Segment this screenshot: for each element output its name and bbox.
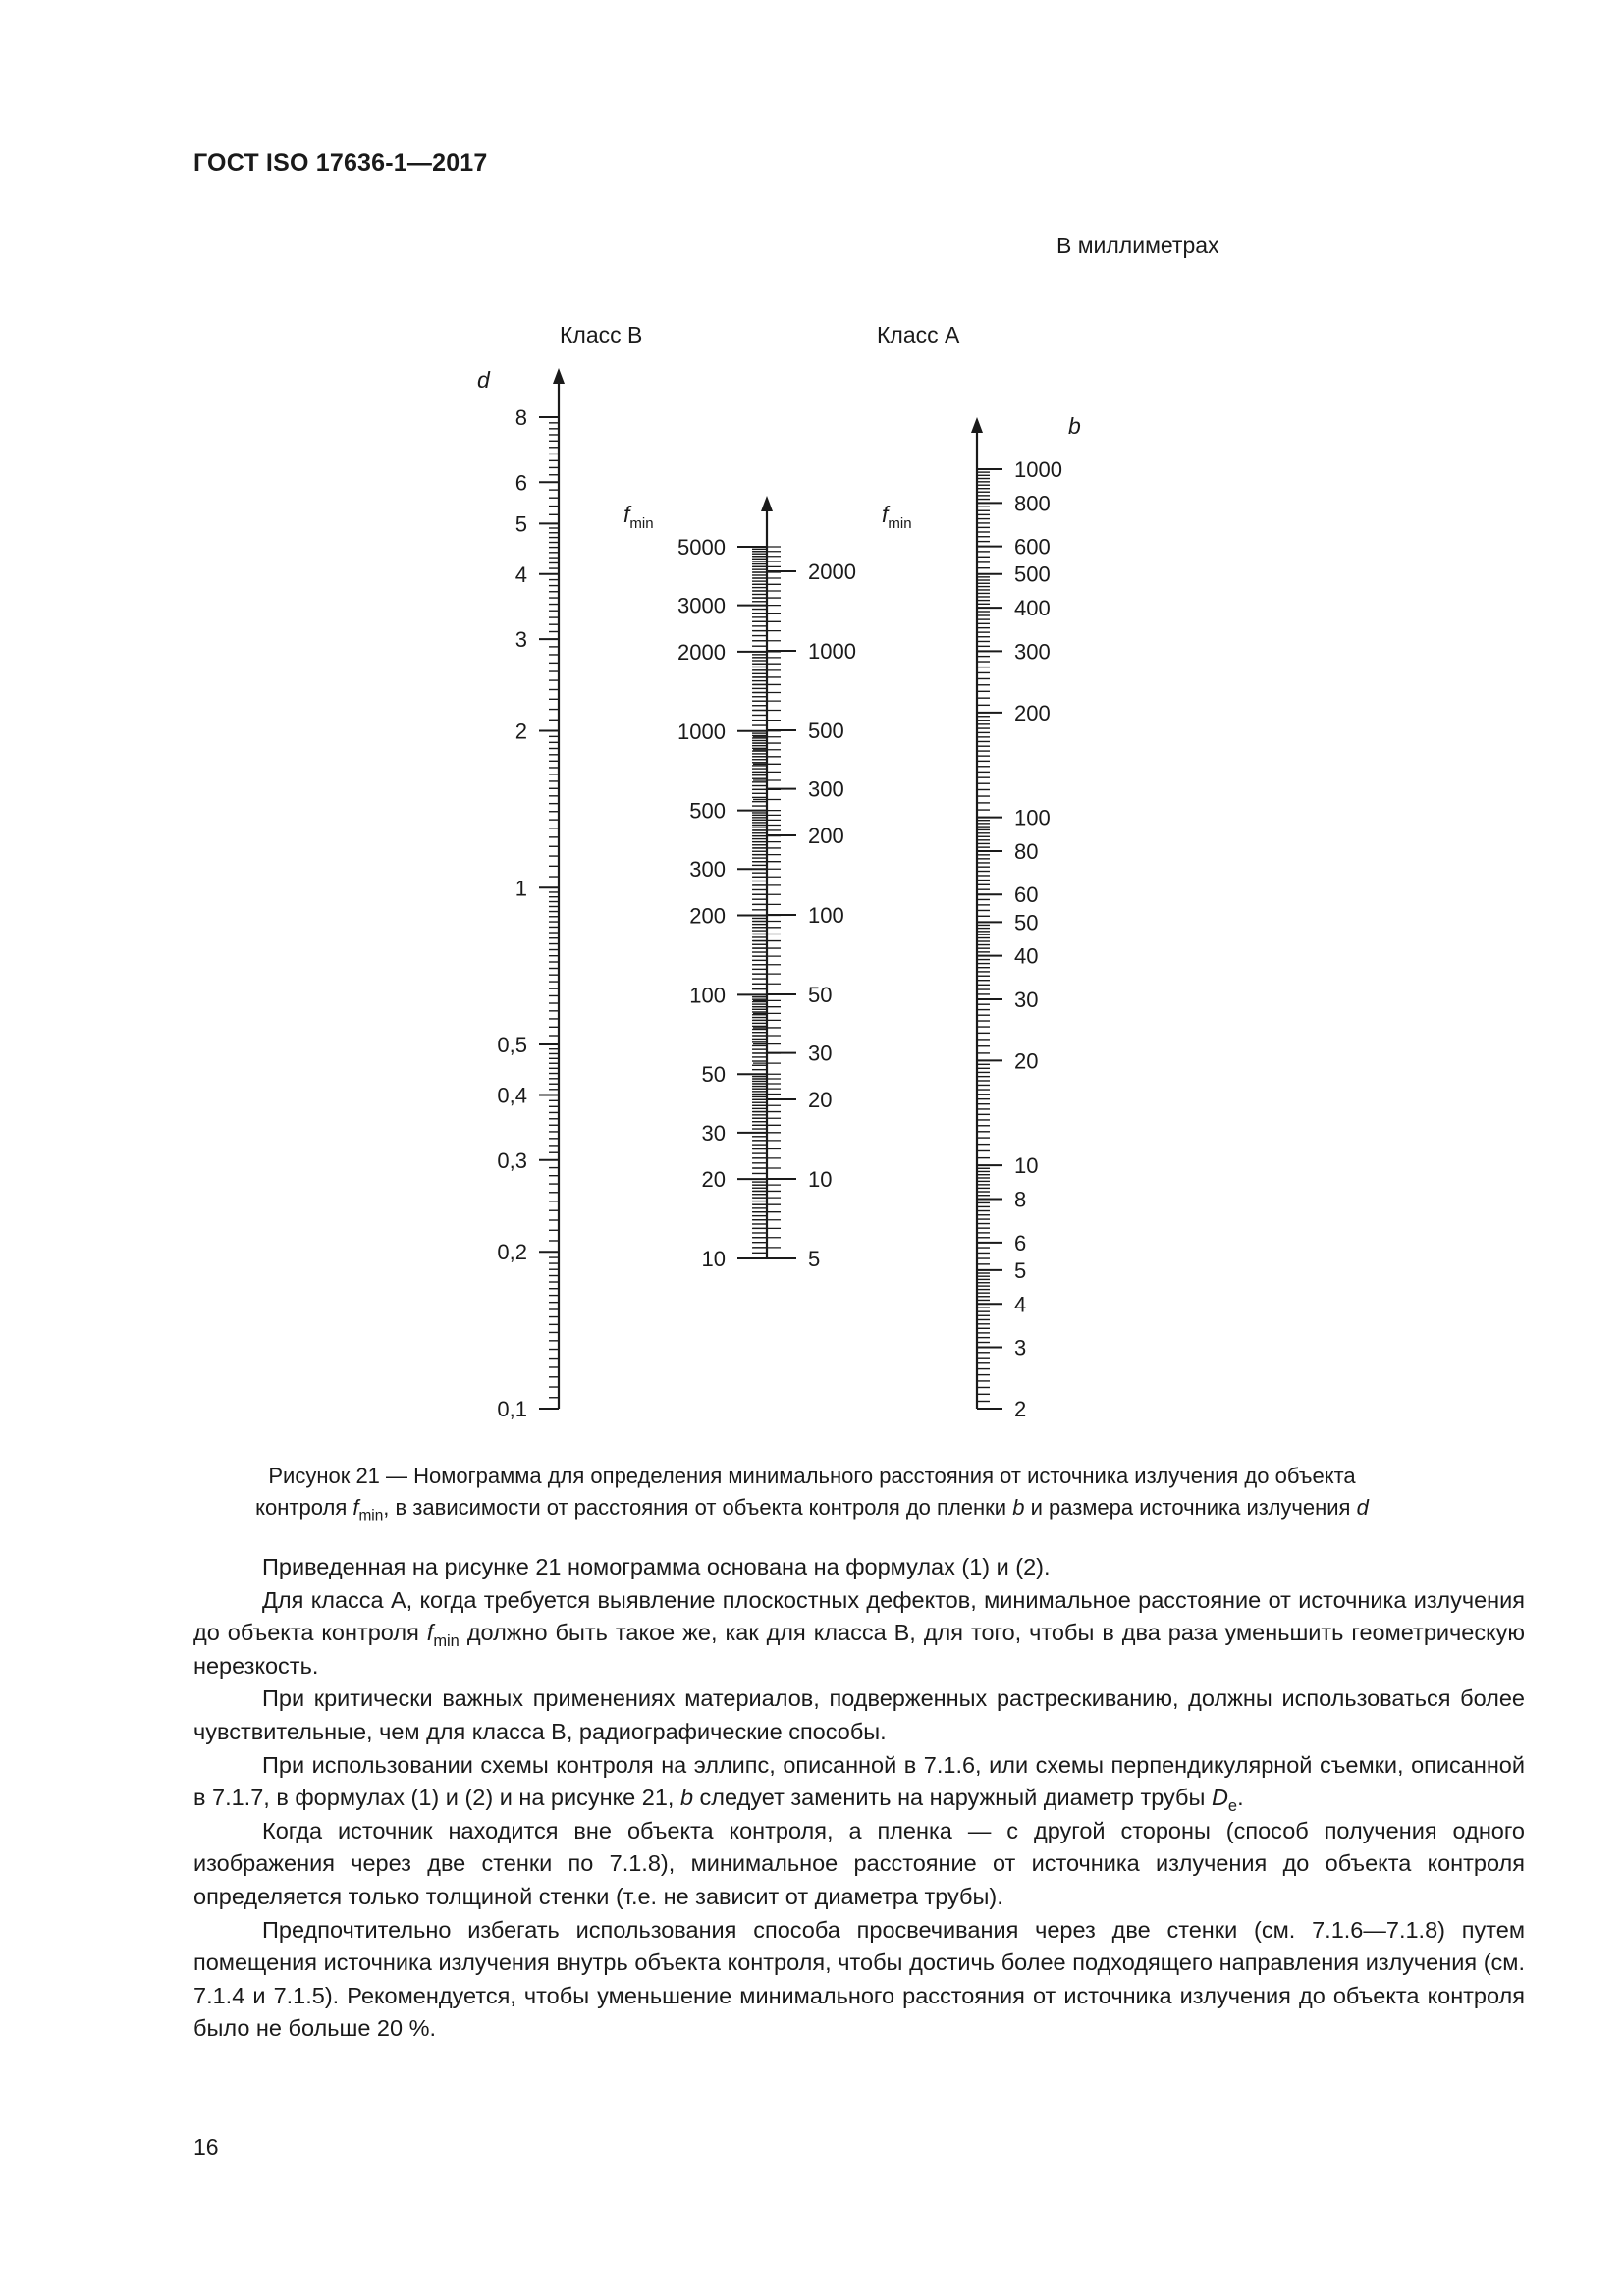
tick-label-fmin_a: 100: [808, 903, 844, 928]
axis-arrow-fmin_b: [761, 496, 773, 511]
tick-label-fmin_b: 3000: [677, 593, 726, 618]
tick-label-b: 600: [1014, 534, 1051, 560]
tick-label-fmin_b: 50: [701, 1062, 726, 1088]
tick-label-b: 30: [1014, 987, 1039, 1012]
tick-label-b: 100: [1014, 805, 1051, 830]
tick-label-b: 40: [1014, 943, 1039, 969]
tick-label-fmin_b: 5000: [677, 535, 726, 560]
tick-label-b: 200: [1014, 700, 1051, 725]
tick-label-b: 1000: [1014, 457, 1062, 482]
tick-label-d: 0,5: [497, 1033, 527, 1058]
axis-arrow-d: [553, 368, 565, 384]
tick-label-fmin_b: 300: [689, 857, 726, 882]
tick-label-fmin_b: 2000: [677, 639, 726, 665]
tick-label-b: 20: [1014, 1048, 1039, 1074]
figure-caption: [177, 1461, 1447, 1523]
paragraph-3: При критически важных применениях материалов, подверженных растрескиванию, должны использоваться более чувствительные, чем для класса В, радиографические способы.: [193, 1685, 1525, 1744]
tick-label-d: 6: [514, 470, 527, 496]
page-number: 16: [193, 2134, 219, 2160]
tick-label-fmin_b: 100: [689, 983, 726, 1008]
axis-label-fmin-b: $f_{min}$: [623, 502, 654, 532]
tick-label-fmin_b: 200: [689, 903, 726, 929]
tick-label-fmin_a: 50: [808, 982, 833, 1007]
tick-label-fmin_b: 10: [701, 1247, 726, 1271]
tick-label-fmin_a: 500: [808, 718, 844, 743]
tick-label-d: 4: [514, 561, 527, 587]
paragraph-1: Приведенная на рисунке 21 номограмма основана на формулах (1) и (2).: [262, 1554, 1051, 1579]
axis-label-fmin-a: $f_{min}$: [882, 502, 912, 532]
scale-fmin_b: [623, 496, 781, 1271]
tick-label-fmin_b: 500: [689, 798, 726, 824]
tick-label-b: 400: [1014, 596, 1051, 621]
axis-label-b: b: [1068, 413, 1081, 439]
paragraph-2: Для класса А, когда требуется выявление плоскостных дефектов, минимальное расстояние от источника излучения до объекта контроля $f_{min}$ должно быть такое же, как для класса В, для того, чтобы в два раза уменьшить геометрическую нерезкость.: [193, 1586, 1526, 1679]
tick-label-d: 5: [514, 511, 527, 537]
tick-label-b: 2: [1014, 1397, 1027, 1421]
tick-label-d: 8: [514, 405, 527, 430]
tick-label-fmin_a: 20: [808, 1088, 833, 1113]
tick-label-fmin_a: 300: [808, 776, 844, 802]
tick-label-d: 0,2: [497, 1240, 527, 1265]
paragraph-6: Предпочтительно избегать использования способа просвечивания через две стенки (см. 7.1.6—7.1.8) путем помещения источника излучения внутрь объекта контроля, чтобы достичь более подходящего направления излучения (см. 7.1.4 и 7.1.5). Рекомендуется, чтобы уменьшение минимального расстояния от источника излучения до объекта контроля было не больше 20 %.: [193, 1916, 1525, 2042]
tick-label-b: 50: [1014, 910, 1039, 935]
axis-label-d: d: [477, 367, 490, 393]
class-a-title: Класс A: [877, 322, 960, 347]
tick-label-b: 80: [1014, 838, 1039, 864]
tick-label-b: 8: [1014, 1187, 1027, 1212]
scale-fmin_a: [767, 502, 912, 1271]
tick-label-b: 3: [1014, 1335, 1027, 1361]
tick-label-fmin_a: 200: [808, 824, 844, 849]
tick-label-d: 3: [514, 627, 527, 653]
tick-label-b: 4: [1014, 1292, 1027, 1317]
paragraph-4: При использовании схемы контроля на эллипс, описанной в 7.1.6, или схемы перпендикулярной съемки, описанной в 7.1.7, в формулах (1) и (2) и на рисунке 21, b следует заменить на наружный диаметр трубы $D_e$.: [193, 1751, 1525, 1815]
caption-line-2: контроля $f_{min}$, в зависимости от расстояния от объекта контроля до пленки b и размера источника излучения d: [255, 1495, 1369, 1524]
tick-label-d: 2: [514, 719, 527, 744]
tick-label-b: 10: [1014, 1153, 1039, 1179]
tick-label-d: 1: [514, 876, 527, 901]
tick-label-d: 0,3: [497, 1148, 527, 1173]
tick-label-fmin_b: 20: [701, 1167, 726, 1193]
tick-label-b: 500: [1014, 561, 1051, 587]
units-note: В миллиметрах: [1056, 233, 1219, 258]
tick-label-fmin_a: 5: [808, 1247, 821, 1271]
tick-label-b: 800: [1014, 491, 1051, 516]
tick-label-fmin_a: 2000: [808, 560, 856, 584]
standard-header: ГОСТ ISO 17636-1—2017: [193, 149, 488, 177]
body-text: [193, 1551, 1525, 2046]
tick-label-b: 300: [1014, 639, 1051, 665]
tick-label-d: 0,4: [497, 1083, 527, 1108]
caption-line-1: Рисунок 21 — Номограмма для определения минимального расстояния от источника излучения до объекта: [268, 1464, 1356, 1488]
scale-b: [971, 413, 1081, 1421]
scale-d: [477, 367, 565, 1421]
tick-label-b: 6: [1014, 1230, 1027, 1255]
tick-label-fmin_b: 1000: [677, 719, 726, 744]
tick-label-d: 0,1: [497, 1397, 527, 1421]
tick-label-fmin_a: 30: [808, 1041, 833, 1066]
axis-arrow-b: [971, 417, 983, 433]
tick-label-b: 5: [1014, 1257, 1027, 1283]
tick-label-fmin_a: 1000: [808, 638, 856, 664]
tick-label-fmin_b: 30: [701, 1120, 726, 1146]
class-b-title: Класс B: [560, 322, 643, 347]
tick-label-fmin_a: 10: [808, 1167, 833, 1193]
paragraph-5: Когда источник находится вне объекта контроля, а пленка — с другой стороны (способ получения одного изображения через две стенки по 7.1.8), минимальное расстояние от источника излучения до объекта контроля определяется только толщиной стенки (т.е. не зависит от диаметра трубы).: [193, 1817, 1525, 1909]
tick-label-b: 60: [1014, 882, 1039, 908]
